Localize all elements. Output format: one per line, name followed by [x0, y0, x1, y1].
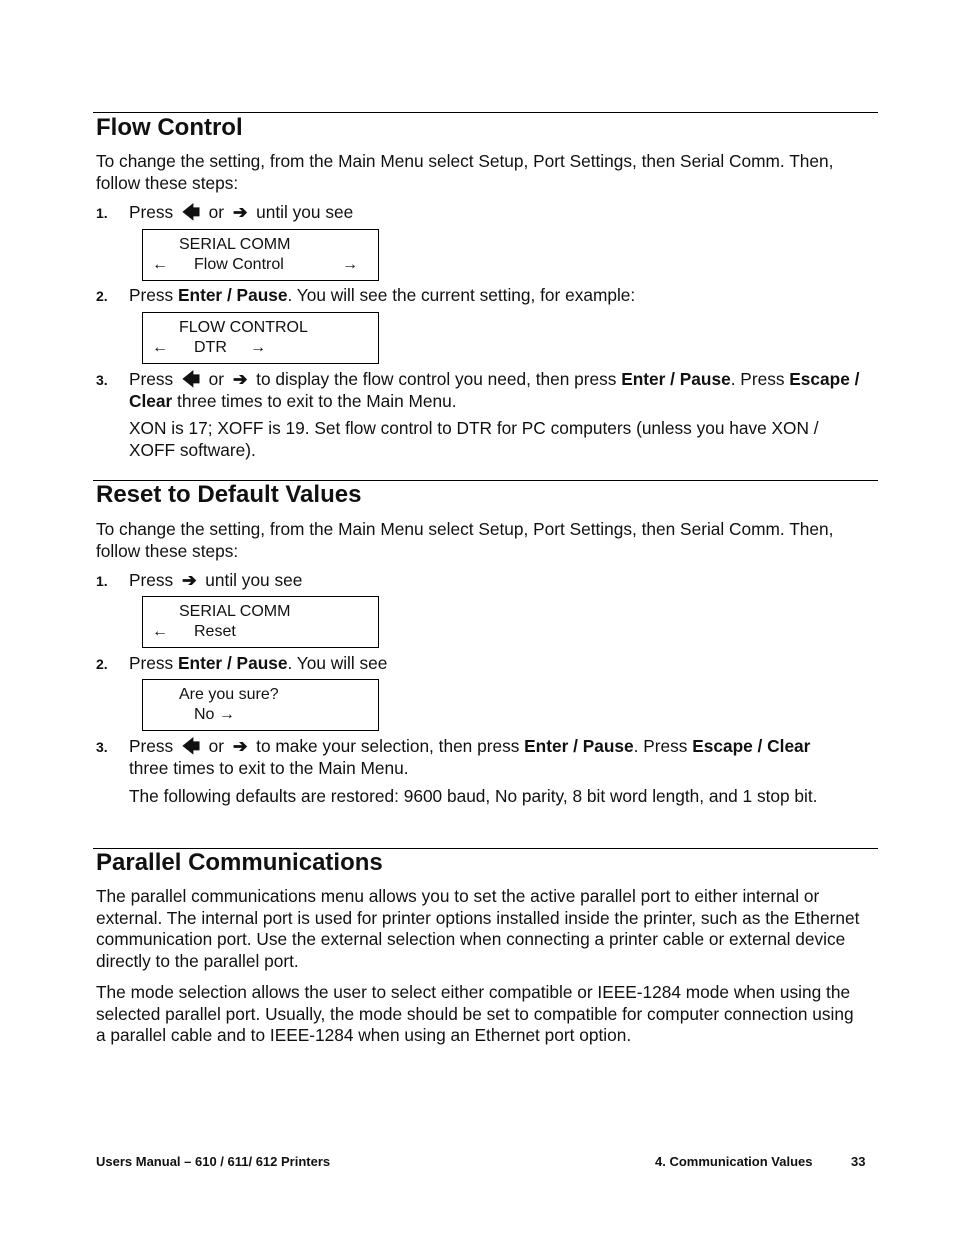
step-number: 1.: [96, 205, 108, 221]
right-arrow-icon: →: [342, 256, 358, 273]
left-arrow-key-icon: 🡄: [182, 369, 200, 389]
lcd-display-flow-control: FLOW CONTROL ← DTR →: [142, 312, 379, 364]
right-arrow-key-icon: ➔: [232, 202, 248, 222]
lcd-display-serial-comm: SERIAL COMM ← Flow Control →: [142, 229, 379, 281]
section-title-reset-defaults: Reset to Default Values: [96, 481, 362, 508]
section-title-flow-control: Flow Control: [96, 114, 243, 141]
step-number: 2.: [96, 656, 108, 672]
section-divider: [93, 112, 878, 113]
parallel-paragraph-1: The parallel communications menu allows you to set the active parallel port to either internal or external. The internal port is used for printer options installed inside the printer, such as the Ethernet communication port. Use the external selection when connecting a printer cable or external device directly to the parallel port.: [96, 886, 860, 971]
right-arrow-key-icon: ➔: [232, 369, 248, 389]
step-number: 3.: [96, 739, 108, 755]
reset-step-2: Press Enter / Pause. You will see: [129, 653, 388, 673]
reset-note: The following defaults are restored: 9600 baud, No parity, 8 bit word length, and 1 stop bit.: [129, 786, 818, 806]
step-number: 2.: [96, 288, 108, 304]
step-number: 3.: [96, 372, 108, 388]
reset-intro: To change the setting, from the Main Menu select Setup, Port Settings, then Serial Comm. Then, follow these steps:: [96, 519, 834, 561]
parallel-paragraph-2: The mode selection allows the user to select either compatible or IEEE-1284 mode when using the selected parallel port. Usually, the mode should be set to compatible for computer connection using a parallel cable and to IEEE-1284 when using an Ethernet port option.: [96, 982, 854, 1045]
flow-intro: To change the setting, from the Main Menu select Setup, Port Settings, then Serial Comm. Then, follow these steps:: [96, 151, 834, 193]
footer-manual-title: Users Manual – 610 / 611/ 612 Printers: [96, 1154, 331, 1169]
left-arrow-icon: ←: [152, 623, 168, 640]
flow-step-1: Press 🡄 or ➔ until you see: [129, 202, 354, 222]
left-arrow-key-icon: 🡄: [182, 202, 200, 222]
left-arrow-icon: ←: [152, 256, 168, 273]
lcd-display-serial-comm-reset: SERIAL COMM ← Reset: [142, 596, 379, 648]
flow-note: XON is 17; XOFF is 19. Set flow control to DTR for PC computers (unless you have XON / XOFF software).: [129, 418, 819, 460]
left-arrow-key-icon: 🡄: [182, 736, 200, 756]
footer-chapter: 4. Communication Values: [655, 1154, 813, 1169]
reset-step-1: Press ➔ until you see: [129, 570, 303, 590]
step-number: 1.: [96, 573, 108, 589]
flow-step-2: Press Enter / Pause. You will see the current setting, for example:: [129, 285, 636, 305]
lcd-display-are-you-sure: Are you sure? No →: [142, 679, 379, 731]
section-title-parallel: Parallel Communications: [96, 849, 383, 876]
reset-step-3: Press 🡄 or ➔ to make your selection, then press Enter / Pause. Press Escape / Clear three times to exit to the Main Menu.: [129, 736, 811, 778]
right-arrow-key-icon: ➔: [182, 570, 197, 590]
right-arrow-key-icon: ➔: [232, 736, 248, 756]
footer-page-number: 33: [851, 1154, 866, 1169]
right-arrow-icon: →: [250, 339, 266, 356]
left-arrow-icon: ←: [152, 339, 168, 356]
flow-step-3: Press 🡄 or ➔ to display the flow control you need, then press Enter / Pause. Press Escape / Clear three times to exit to the Main Menu.: [129, 369, 860, 411]
